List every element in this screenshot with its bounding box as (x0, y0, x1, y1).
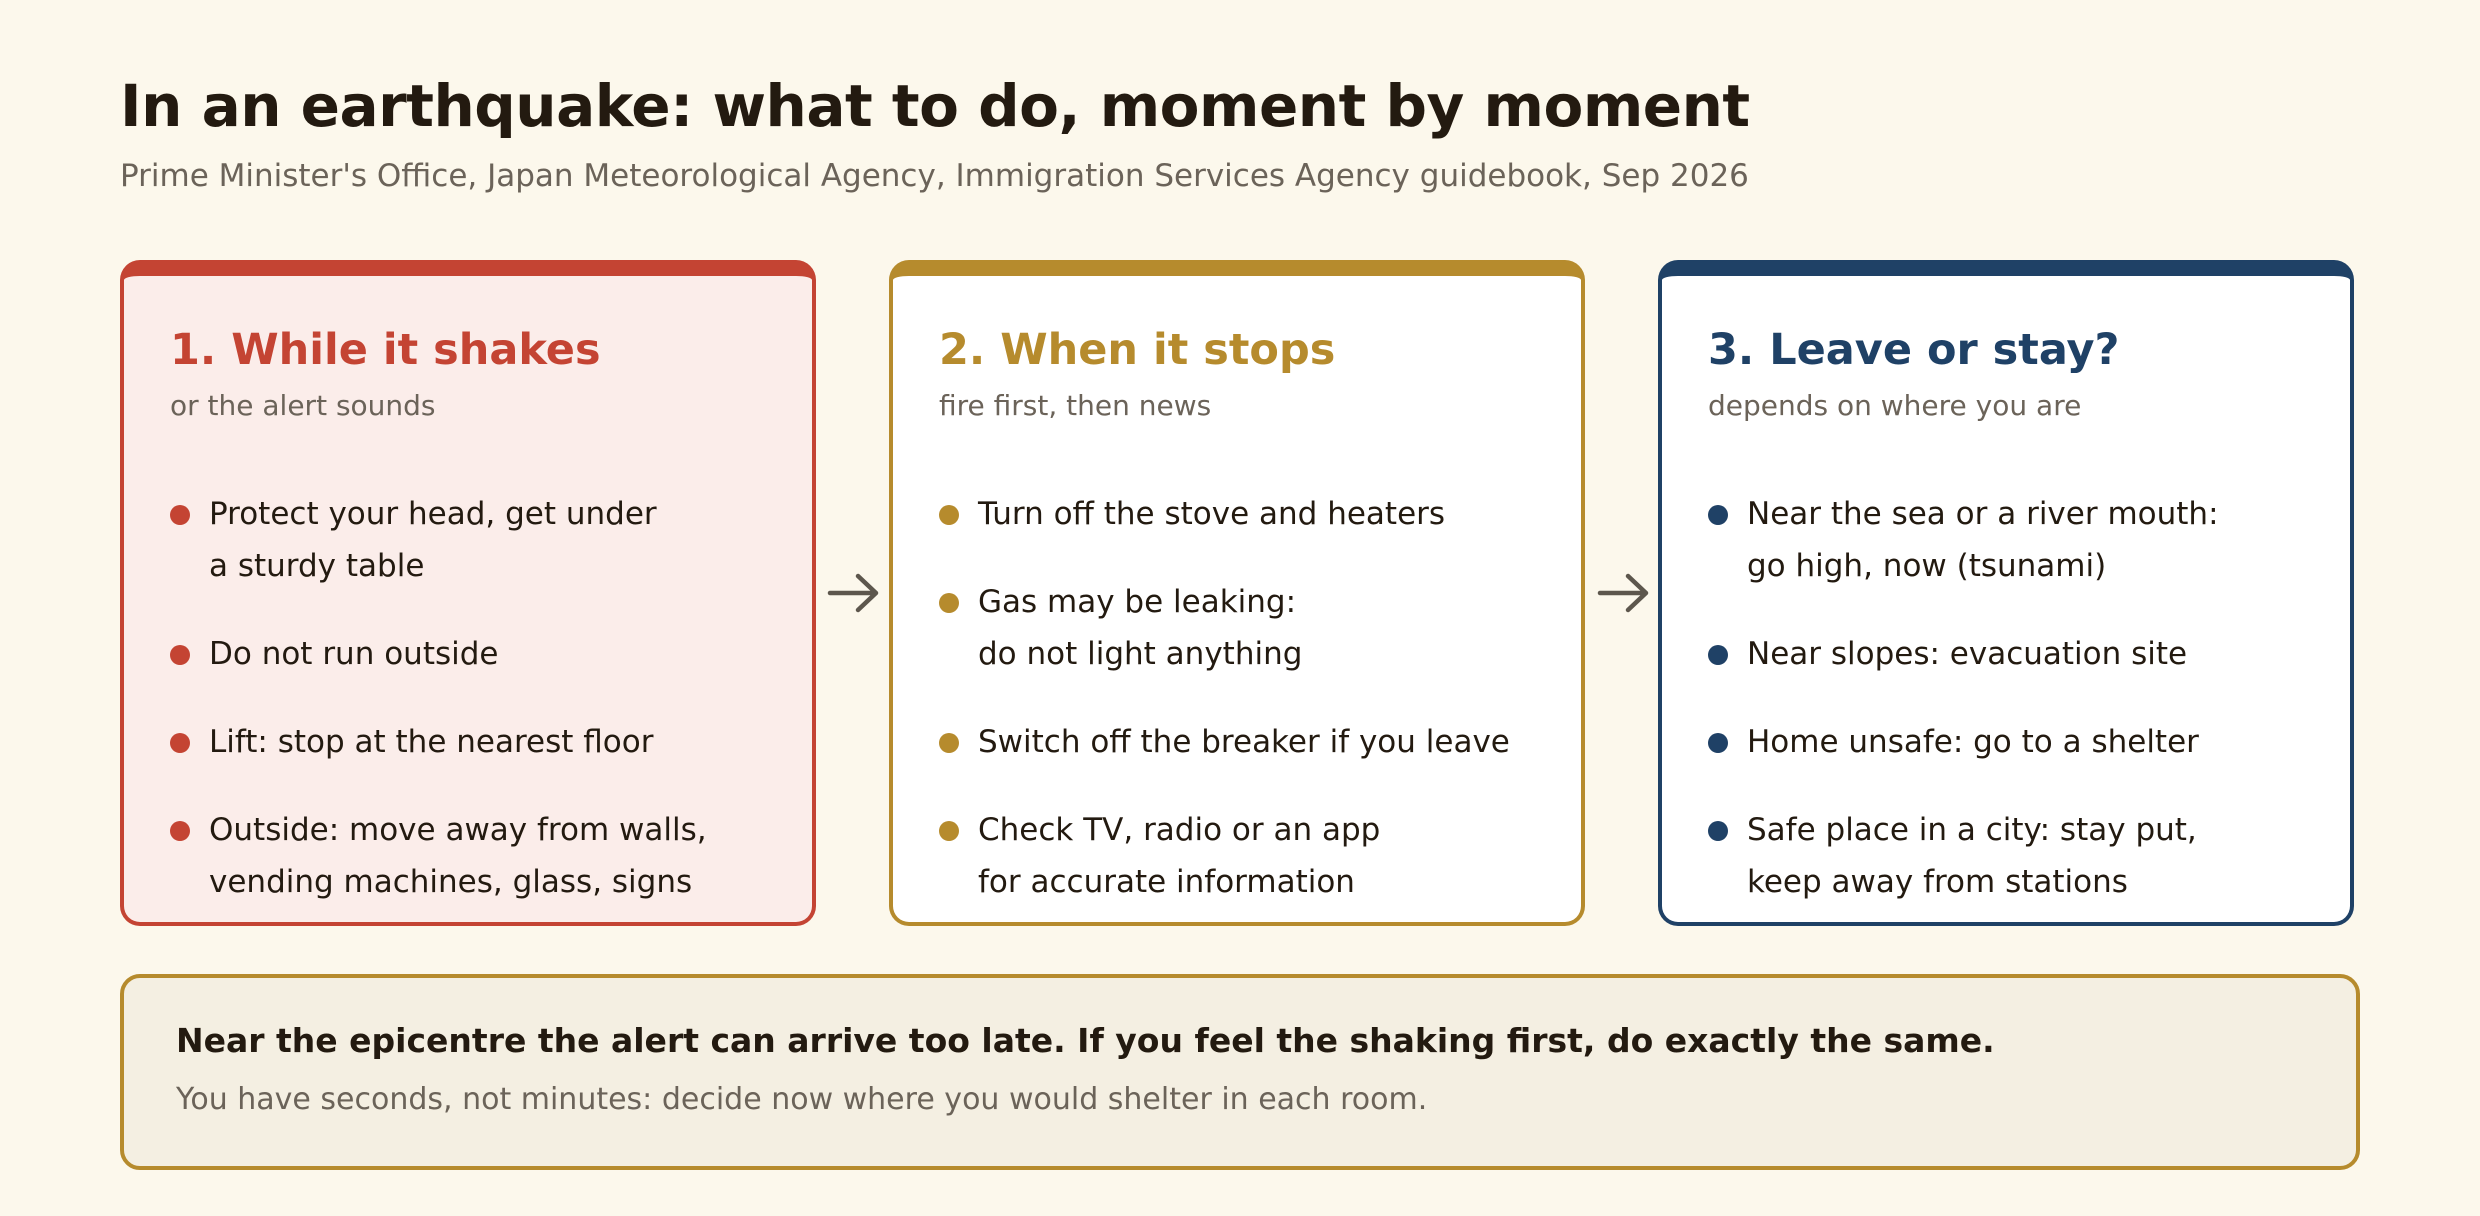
list-item (939, 488, 1561, 540)
step-title: 1. While it shakes (170, 325, 601, 375)
step-item-list (939, 488, 1561, 944)
step-title: 2. When it stops (939, 325, 1336, 375)
step-card-while-it-shakes (120, 260, 816, 926)
list-item-text: Near slopes: evacuation site (1747, 636, 2188, 672)
note-detail: You have seconds, not minutes: decide now where you would shelter in each room. (176, 1082, 1428, 1117)
bullet-dot-icon (939, 505, 959, 525)
page-subtitle: Prime Minister's Office, Japan Meteorological Agency, Immigration Services Agency guidebook, Sep 2026 (120, 158, 1749, 194)
note-headline: Near the epicentre the alert can arrive too late. If you feel the shaking first, do exactly the same. (176, 1021, 1995, 1060)
list-item-text: Protect your head, get under a sturdy table (209, 496, 657, 584)
step-card-leave-or-stay (1658, 260, 2354, 926)
bullet-dot-icon (1708, 733, 1728, 753)
list-item-text: Turn off the stove and heaters (978, 496, 1446, 532)
bullet-dot-icon (1708, 505, 1728, 525)
warning-note (120, 974, 2360, 1170)
list-item-text: Home unsafe: go to a shelter (1747, 724, 2199, 760)
step-subtitle: or the alert sounds (170, 389, 436, 422)
step-title: 3. Leave or stay? (1708, 325, 2120, 375)
step-card-when-it-stops (889, 260, 1585, 926)
bullet-dot-icon (170, 645, 190, 665)
list-item-text: Switch off the breaker if you leave (978, 724, 1510, 760)
step-subtitle: fire first, then news (939, 389, 1212, 422)
list-item (1708, 488, 2330, 592)
list-item-text: Near the sea or a river mouth: go high, now (tsunami) (1747, 496, 2219, 584)
list-item-text: Gas may be leaking: do not light anything (978, 584, 1303, 672)
list-item-text: Do not run outside (209, 636, 499, 672)
list-item (1708, 716, 2330, 768)
bullet-dot-icon (939, 593, 959, 613)
step-item-list (1708, 488, 2330, 944)
arrow-right-icon (826, 568, 882, 618)
arrow-right-icon (1596, 568, 1652, 618)
list-item (939, 716, 1561, 768)
bullet-dot-icon (170, 733, 190, 753)
bullet-dot-icon (939, 821, 959, 841)
list-item (170, 628, 792, 680)
list-item-text: Safe place in a city: stay put, keep away from stations (1747, 812, 2197, 900)
list-item (170, 804, 792, 908)
list-item-text: Outside: move away from walls, vending machines, glass, signs (209, 812, 707, 900)
list-item (170, 716, 792, 768)
bullet-dot-icon (170, 821, 190, 841)
list-item (170, 488, 792, 592)
bullet-dot-icon (1708, 645, 1728, 665)
list-item-text: Check TV, radio or an app for accurate information (978, 812, 1381, 900)
bullet-dot-icon (939, 733, 959, 753)
step-item-list (170, 488, 792, 944)
list-item (939, 804, 1561, 908)
list-item-text: Lift: stop at the nearest floor (209, 724, 654, 760)
list-item (1708, 628, 2330, 680)
list-item (1708, 804, 2330, 908)
bullet-dot-icon (170, 505, 190, 525)
page-title: In an earthquake: what to do, moment by moment (120, 72, 1750, 140)
bullet-dot-icon (1708, 821, 1728, 841)
list-item (939, 576, 1561, 680)
step-subtitle: depends on where you are (1708, 389, 2082, 422)
